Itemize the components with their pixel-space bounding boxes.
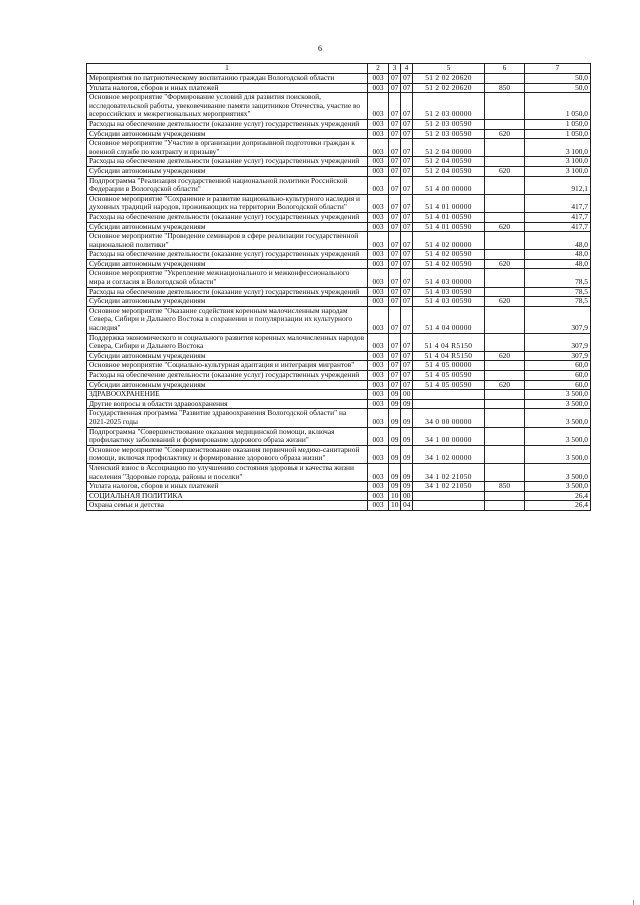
header-cell: 4 [401, 64, 413, 74]
amount-cell: 3 500,0 [525, 427, 591, 445]
code-ministry-cell: 003 [368, 176, 389, 194]
amount-cell: 3 500,0 [525, 409, 591, 427]
code-ministry-cell: 003 [368, 212, 389, 222]
table-row [87, 250, 591, 260]
code-ministry-cell: 003 [368, 482, 389, 492]
amount-cell: 78,5 [525, 297, 591, 307]
amount-cell: 3 500,0 [525, 390, 591, 400]
table-row [87, 119, 591, 129]
table-row [87, 166, 591, 176]
code-expense-type-cell: 620 [485, 222, 525, 232]
amount-cell: 60,0 [525, 380, 591, 390]
code-expense-type-cell: 620 [485, 259, 525, 269]
amount-cell: 3 100,0 [525, 166, 591, 176]
code-subsection-cell: 09 [401, 399, 413, 409]
table-row [87, 176, 591, 194]
code-section-cell: 07 [389, 371, 401, 381]
amount-cell: 3 500,0 [525, 399, 591, 409]
row-name-cell: Основное мероприятие "Укрепление межнационального и межконфессионального мира и согласия в Вологодской области" [87, 269, 368, 287]
code-ministry-cell: 003 [368, 351, 389, 361]
code-expense-type-cell [485, 232, 525, 250]
table-row [87, 399, 591, 409]
code-section-cell: 07 [389, 351, 401, 361]
row-name-cell: Расходы на обеспечение деятельности (оказание услуг) государственных учреждений [87, 287, 368, 297]
row-name-cell: СОЦИАЛЬНАЯ ПОЛИТИКА [87, 491, 368, 501]
amount-cell: 3 100,0 [525, 139, 591, 157]
code-article-cell: 34 1 02 21050 [413, 482, 485, 492]
code-article-cell: 51 2 03 00590 [413, 119, 485, 129]
row-name-cell: Субсидии автономным учреждениям [87, 380, 368, 390]
amount-cell: 3 100,0 [525, 157, 591, 167]
code-ministry-cell: 003 [368, 501, 389, 511]
row-name-cell: Субсидии автономным учреждениям [87, 129, 368, 139]
code-article-cell: 51 4 01 00000 [413, 194, 485, 212]
code-expense-type-cell: 620 [485, 380, 525, 390]
page-edge-mark [633, 900, 634, 905]
table-row [87, 501, 591, 511]
code-subsection-cell: 09 [401, 445, 413, 463]
code-subsection-cell: 09 [401, 463, 413, 481]
code-ministry-cell: 003 [368, 74, 389, 84]
amount-cell: 417,7 [525, 212, 591, 222]
code-article-cell: 51 4 04 00000 [413, 306, 485, 333]
row-name-cell: Основное мероприятие "Проведение семинаров в сфере реализации государственной национальной политики" [87, 232, 368, 250]
code-section-cell: 07 [389, 380, 401, 390]
table-row [87, 83, 591, 93]
code-expense-type-cell: 620 [485, 129, 525, 139]
code-expense-type-cell [485, 361, 525, 371]
table-row [87, 380, 591, 390]
header-cell: 1 [87, 64, 368, 74]
code-ministry-cell: 003 [368, 93, 389, 120]
code-ministry-cell: 003 [368, 445, 389, 463]
code-expense-type-cell [485, 390, 525, 400]
code-subsection-cell: 07 [401, 250, 413, 260]
code-ministry-cell: 003 [368, 139, 389, 157]
row-name-cell: Субсидии автономным учреждениям [87, 166, 368, 176]
code-section-cell: 07 [389, 176, 401, 194]
table-row [87, 194, 591, 212]
code-subsection-cell: 07 [401, 333, 413, 351]
row-name-cell: Членский взнос в Ассоциацию по улучшению состояния здоровья и качества жизни населения "Здоровые города, районы и поселки" [87, 463, 368, 481]
code-ministry-cell: 003 [368, 491, 389, 501]
code-subsection-cell: 07 [401, 287, 413, 297]
amount-cell: 307,9 [525, 306, 591, 333]
header-cell: 7 [525, 64, 591, 74]
code-expense-type-cell [485, 176, 525, 194]
row-name-cell: Охрана семьи и детства [87, 501, 368, 511]
code-section-cell: 09 [389, 427, 401, 445]
table-row [87, 259, 591, 269]
code-expense-type-cell [485, 491, 525, 501]
code-ministry-cell: 003 [368, 129, 389, 139]
row-name-cell: Поддержка экономического и социального развития коренных малочисленных народов Севера, Сибири и Дальнего Востока [87, 333, 368, 351]
code-expense-type-cell [485, 445, 525, 463]
code-section-cell: 09 [389, 390, 401, 400]
code-expense-type-cell: 850 [485, 83, 525, 93]
table-row [87, 427, 591, 445]
row-name-cell: Основное мероприятие "Формирование условий для развития поисковой, исследовательской работы, увековечивание памяти защитников Отечества, участие во всероссийских и межрегиональных мероприятиях" [87, 93, 368, 120]
code-ministry-cell: 003 [368, 222, 389, 232]
row-name-cell: Подпрограмма "Реализация государственной национальной политики Российской Федерации в Вологодской области" [87, 176, 368, 194]
row-name-cell: Расходы на обеспечение деятельности (оказание услуг) государственных учреждений [87, 119, 368, 129]
code-article-cell: 51 4 05 00590 [413, 371, 485, 381]
code-article-cell: 51 2 03 00590 [413, 129, 485, 139]
code-article-cell: 51 4 03 00590 [413, 287, 485, 297]
code-expense-type-cell [485, 287, 525, 297]
row-name-cell: Расходы на обеспечение деятельности (оказание услуг) государственных учреждений [87, 157, 368, 167]
code-subsection-cell: 07 [401, 361, 413, 371]
code-section-cell: 07 [389, 361, 401, 371]
code-expense-type-cell: 620 [485, 166, 525, 176]
code-article-cell: 51 2 02 20620 [413, 83, 485, 93]
table-row [87, 287, 591, 297]
row-name-cell: Расходы на обеспечение деятельности (оказание услуг) государственных учреждений [87, 212, 368, 222]
code-expense-type-cell: 850 [485, 482, 525, 492]
table-row [87, 371, 591, 381]
code-subsection-cell: 07 [401, 194, 413, 212]
code-expense-type-cell [485, 463, 525, 481]
table-row [87, 129, 591, 139]
code-article-cell: 51 2 03 00000 [413, 93, 485, 120]
row-name-cell: ЗДРАВООХРАНЕНИЕ [87, 390, 368, 400]
header-cell: 3 [389, 64, 401, 74]
code-expense-type-cell [485, 409, 525, 427]
amount-cell: 60,0 [525, 371, 591, 381]
row-name-cell: Основное мероприятие "Совершенствование оказания первичной медико-санитарной помощи, включая профилактику и формирование здорового образа жизни" [87, 445, 368, 463]
amount-cell: 1 050,0 [525, 93, 591, 120]
header-cell: 5 [413, 64, 485, 74]
budget-table [86, 63, 591, 511]
table-row [87, 361, 591, 371]
amount-cell: 50,0 [525, 83, 591, 93]
row-name-cell: Уплата налогов, сборов и иных платежей [87, 83, 368, 93]
code-subsection-cell: 00 [401, 491, 413, 501]
amount-cell: 78,5 [525, 269, 591, 287]
code-section-cell: 07 [389, 139, 401, 157]
code-subsection-cell: 07 [401, 139, 413, 157]
code-article-cell: 51 4 04 R5150 [413, 351, 485, 361]
table-row [87, 390, 591, 400]
code-section-cell: 09 [389, 463, 401, 481]
code-article-cell: 34 0 00 00000 [413, 409, 485, 427]
table-row [87, 222, 591, 232]
code-article-cell: 51 4 03 00000 [413, 269, 485, 287]
table-row [87, 269, 591, 287]
code-article-cell: 34 1 02 00000 [413, 445, 485, 463]
code-subsection-cell: 07 [401, 212, 413, 222]
row-name-cell: Субсидии автономным учреждениям [87, 297, 368, 307]
amount-cell: 3 500,0 [525, 463, 591, 481]
table-row [87, 157, 591, 167]
code-article-cell: 34 1 02 21050 [413, 463, 485, 481]
code-section-cell: 09 [389, 482, 401, 492]
code-ministry-cell: 003 [368, 297, 389, 307]
code-expense-type-cell [485, 212, 525, 222]
code-article-cell: 51 4 02 00000 [413, 232, 485, 250]
amount-cell: 417,7 [525, 222, 591, 232]
code-section-cell: 07 [389, 119, 401, 129]
code-ministry-cell: 003 [368, 157, 389, 167]
table-row [87, 463, 591, 481]
amount-cell: 50,0 [525, 74, 591, 84]
amount-cell: 1 050,0 [525, 119, 591, 129]
code-ministry-cell: 003 [368, 409, 389, 427]
code-subsection-cell: 07 [401, 222, 413, 232]
amount-cell: 307,9 [525, 351, 591, 361]
amount-cell: 48,0 [525, 250, 591, 260]
code-subsection-cell: 07 [401, 371, 413, 381]
code-subsection-cell: 00 [401, 390, 413, 400]
header-cell: 6 [485, 64, 525, 74]
code-ministry-cell: 003 [368, 287, 389, 297]
code-ministry-cell: 003 [368, 463, 389, 481]
code-section-cell: 07 [389, 129, 401, 139]
code-ministry-cell: 003 [368, 259, 389, 269]
code-subsection-cell: 07 [401, 74, 413, 84]
code-expense-type-cell [485, 371, 525, 381]
code-expense-type-cell [485, 306, 525, 333]
code-expense-type-cell [485, 333, 525, 351]
code-expense-type-cell [485, 139, 525, 157]
table-row [87, 232, 591, 250]
code-ministry-cell: 003 [368, 380, 389, 390]
row-name-cell: Основное мероприятие "Сохранение и развитие национально-культурного наследия и духовных традиций народов, проживающих на территории Вологодской области" [87, 194, 368, 212]
code-article-cell: 51 2 04 00590 [413, 157, 485, 167]
code-expense-type-cell [485, 74, 525, 84]
code-article-cell: 51 4 02 00590 [413, 250, 485, 260]
code-section-cell: 10 [389, 491, 401, 501]
table-row [87, 491, 591, 501]
code-ministry-cell: 003 [368, 390, 389, 400]
code-ministry-cell: 003 [368, 83, 389, 93]
code-section-cell: 07 [389, 269, 401, 287]
code-expense-type-cell [485, 269, 525, 287]
code-article-cell [413, 491, 485, 501]
row-name-cell: Основное мероприятие "Социально-культурная адаптация и интеграция мигрантов" [87, 361, 368, 371]
code-section-cell: 07 [389, 333, 401, 351]
row-name-cell: Другие вопросы в области здравоохранения [87, 399, 368, 409]
code-ministry-cell: 003 [368, 166, 389, 176]
row-name-cell: Субсидии автономным учреждениям [87, 259, 368, 269]
code-expense-type-cell [485, 194, 525, 212]
code-section-cell: 07 [389, 222, 401, 232]
code-article-cell: 51 4 03 00590 [413, 297, 485, 307]
code-article-cell: 51 4 05 00590 [413, 380, 485, 390]
code-section-cell: 07 [389, 74, 401, 84]
header-cell: 2 [368, 64, 389, 74]
row-name-cell: Мероприятия по патриотическому воспитанию граждан Вологодской области [87, 74, 368, 84]
code-section-cell: 07 [389, 194, 401, 212]
code-expense-type-cell: 620 [485, 297, 525, 307]
code-expense-type-cell [485, 427, 525, 445]
code-ministry-cell: 003 [368, 194, 389, 212]
amount-cell: 26,4 [525, 501, 591, 511]
table-row [87, 74, 591, 84]
code-expense-type-cell [485, 157, 525, 167]
code-section-cell: 09 [389, 445, 401, 463]
table-row [87, 93, 591, 120]
table-row [87, 297, 591, 307]
amount-cell: 60,0 [525, 361, 591, 371]
amount-cell: 1 050,0 [525, 129, 591, 139]
code-ministry-cell: 003 [368, 333, 389, 351]
code-article-cell [413, 501, 485, 511]
code-ministry-cell: 003 [368, 427, 389, 445]
row-name-cell: Субсидии автономным учреждениям [87, 222, 368, 232]
amount-cell: 78,5 [525, 287, 591, 297]
code-expense-type-cell [485, 93, 525, 120]
code-subsection-cell: 04 [401, 501, 413, 511]
code-subsection-cell: 07 [401, 259, 413, 269]
code-article-cell: 51 4 01 00590 [413, 222, 485, 232]
code-subsection-cell: 07 [401, 351, 413, 361]
code-subsection-cell: 09 [401, 482, 413, 492]
code-article-cell: 51 2 04 00590 [413, 166, 485, 176]
table-header-row [87, 64, 591, 74]
code-subsection-cell: 07 [401, 157, 413, 167]
code-subsection-cell: 09 [401, 409, 413, 427]
code-article-cell: 51 2 02 20620 [413, 74, 485, 84]
table-row [87, 445, 591, 463]
amount-cell: 26,4 [525, 491, 591, 501]
code-subsection-cell: 07 [401, 306, 413, 333]
code-subsection-cell: 07 [401, 129, 413, 139]
code-subsection-cell: 07 [401, 232, 413, 250]
code-subsection-cell: 07 [401, 166, 413, 176]
code-section-cell: 07 [389, 93, 401, 120]
amount-cell: 48,0 [525, 232, 591, 250]
code-expense-type-cell [485, 119, 525, 129]
code-section-cell: 07 [389, 166, 401, 176]
row-name-cell: Основное мероприятие "Участие в организации допризывной подготовки граждан к военной службе по контракту и призыву" [87, 139, 368, 157]
code-article-cell [413, 399, 485, 409]
code-subsection-cell: 07 [401, 93, 413, 120]
amount-cell: 417,7 [525, 194, 591, 212]
amount-cell: 3 500,0 [525, 482, 591, 492]
code-section-cell: 10 [389, 501, 401, 511]
amount-cell: 3 500,0 [525, 445, 591, 463]
amount-cell: 48,0 [525, 259, 591, 269]
code-ministry-cell: 003 [368, 269, 389, 287]
code-article-cell: 51 2 04 00000 [413, 139, 485, 157]
table-row [87, 212, 591, 222]
code-article-cell: 51 4 05 00000 [413, 361, 485, 371]
code-ministry-cell: 003 [368, 306, 389, 333]
code-subsection-cell: 07 [401, 297, 413, 307]
code-expense-type-cell [485, 399, 525, 409]
code-ministry-cell: 003 [368, 119, 389, 129]
code-section-cell: 07 [389, 83, 401, 93]
code-section-cell: 07 [389, 259, 401, 269]
row-name-cell: Расходы на обеспечение деятельности (оказание услуг) государственных учреждений [87, 371, 368, 381]
code-subsection-cell: 07 [401, 269, 413, 287]
code-article-cell [413, 390, 485, 400]
code-ministry-cell: 003 [368, 399, 389, 409]
amount-cell: 307,9 [525, 333, 591, 351]
table-row [87, 482, 591, 492]
code-section-cell: 07 [389, 287, 401, 297]
table-row [87, 351, 591, 361]
code-section-cell: 09 [389, 399, 401, 409]
row-name-cell: Государственная программа "Развитие здравоохранения Вологодской области" на 2021-2025 годы [87, 409, 368, 427]
code-section-cell: 09 [389, 409, 401, 427]
row-name-cell: Расходы на обеспечение деятельности (оказание услуг) государственных учреждений [87, 250, 368, 260]
code-section-cell: 07 [389, 157, 401, 167]
code-expense-type-cell [485, 501, 525, 511]
code-article-cell: 51 4 00 00000 [413, 176, 485, 194]
code-expense-type-cell: 620 [485, 351, 525, 361]
table-row [87, 409, 591, 427]
row-name-cell: Уплата налогов, сборов и иных платежей [87, 482, 368, 492]
code-subsection-cell: 07 [401, 83, 413, 93]
code-section-cell: 07 [389, 232, 401, 250]
code-section-cell: 07 [389, 250, 401, 260]
code-article-cell: 51 4 02 00590 [413, 259, 485, 269]
code-section-cell: 07 [389, 306, 401, 333]
row-name-cell: Подпрограмма "Совершенствование оказания медицинской помощи, включая профилактику заболеваний и формирование здорового образа жизни" [87, 427, 368, 445]
code-subsection-cell: 07 [401, 176, 413, 194]
code-section-cell: 07 [389, 297, 401, 307]
code-ministry-cell: 003 [368, 361, 389, 371]
page-number: 6 [318, 44, 322, 53]
code-ministry-cell: 003 [368, 250, 389, 260]
table-row [87, 333, 591, 351]
code-subsection-cell: 07 [401, 119, 413, 129]
amount-cell: 912,1 [525, 176, 591, 194]
code-expense-type-cell [485, 250, 525, 260]
row-name-cell: Основное мероприятие "Оказание содействия коренным малочисленным народам Севера, Сибири и Дальнего Востока в сохранении и популяризации их культурного наследия" [87, 306, 368, 333]
code-article-cell: 51 4 01 00590 [413, 212, 485, 222]
code-section-cell: 07 [389, 212, 401, 222]
code-article-cell: 51 4 04 R5150 [413, 333, 485, 351]
code-subsection-cell: 09 [401, 427, 413, 445]
table-row [87, 139, 591, 157]
row-name-cell: Субсидии автономным учреждениям [87, 351, 368, 361]
code-article-cell: 34 1 00 00000 [413, 427, 485, 445]
code-ministry-cell: 003 [368, 232, 389, 250]
code-ministry-cell: 003 [368, 371, 389, 381]
table-row [87, 306, 591, 333]
code-subsection-cell: 07 [401, 380, 413, 390]
